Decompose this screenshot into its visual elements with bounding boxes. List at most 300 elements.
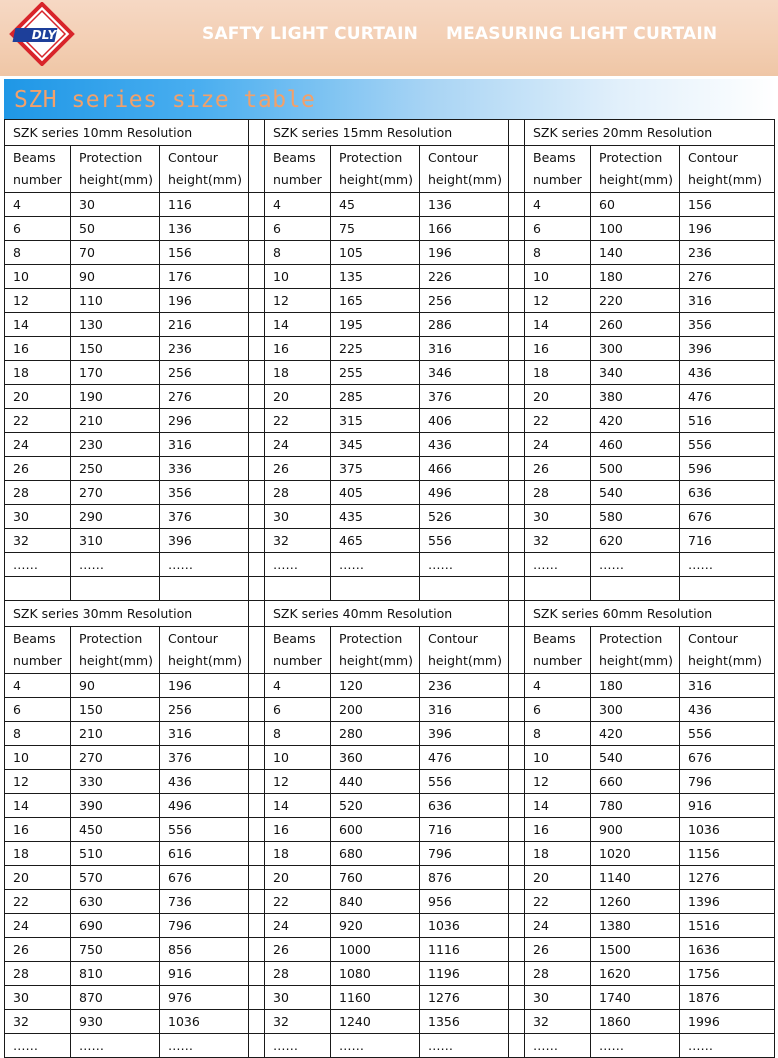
- beams-cell: 10: [265, 265, 331, 289]
- protection-height-cell: 375: [331, 457, 420, 481]
- column-header-row: [5, 627, 775, 674]
- contour-height-cell: 296: [160, 409, 249, 433]
- table-row: [5, 698, 775, 722]
- table-row: [5, 193, 775, 217]
- beams-cell: 18: [5, 842, 71, 866]
- beams-number-header: [5, 627, 71, 674]
- table-gap: [249, 433, 265, 457]
- size-table: [4, 119, 775, 1058]
- protection-height-cell: 680: [331, 842, 420, 866]
- protection-height-cell: 280: [331, 722, 420, 746]
- header-line: height(mm): [79, 653, 153, 668]
- table-gap: [249, 505, 265, 529]
- table-gap: [509, 265, 525, 289]
- header-line: number: [13, 172, 62, 187]
- protection-height-cell: 255: [331, 361, 420, 385]
- protection-height-cell: 230: [71, 433, 160, 457]
- table-gap: [509, 337, 525, 361]
- protection-height-cell: 45: [331, 193, 420, 217]
- beams-cell: 18: [5, 361, 71, 385]
- contour-height-header: [160, 146, 249, 193]
- table-row: [5, 674, 775, 698]
- contour-height-cell: 396: [420, 722, 509, 746]
- table-gap: [249, 120, 265, 146]
- beams-number-header: [265, 627, 331, 674]
- protection-height-cell: 420: [591, 409, 680, 433]
- beams-cell: 6: [265, 698, 331, 722]
- header-line: number: [273, 653, 322, 668]
- protection-height-cell: 500: [591, 457, 680, 481]
- header-line: Beams: [533, 631, 576, 646]
- contour-height-cell: 496: [160, 794, 249, 818]
- protection-height-cell: 540: [591, 746, 680, 770]
- header-line: height(mm): [168, 172, 242, 187]
- protection-height-cell: 570: [71, 866, 160, 890]
- header-line: height(mm): [599, 653, 673, 668]
- protection-height-cell: 760: [331, 866, 420, 890]
- beams-cell: 12: [265, 289, 331, 313]
- header-line: number: [533, 653, 582, 668]
- blank-cell: [331, 577, 420, 601]
- header-line: height(mm): [428, 172, 502, 187]
- contour-height-cell: 236: [420, 674, 509, 698]
- header-line: Beams: [13, 150, 56, 165]
- table-title: SZK series 30mm Resolution: [5, 601, 249, 627]
- beams-cell: 28: [5, 481, 71, 505]
- beams-cell: 18: [525, 842, 591, 866]
- header-line: height(mm): [168, 653, 242, 668]
- ellipsis-cell: ……: [680, 1034, 775, 1058]
- table-gap: [249, 794, 265, 818]
- contour-height-cell: 316: [680, 289, 775, 313]
- beams-number-header: [5, 146, 71, 193]
- protection-height-cell: 135: [331, 265, 420, 289]
- contour-height-cell: 916: [160, 962, 249, 986]
- banner-title: SZH series size table: [14, 87, 316, 113]
- table-gap: [249, 698, 265, 722]
- beams-cell: 8: [5, 722, 71, 746]
- table-gap: [509, 794, 525, 818]
- contour-height-cell: 1516: [680, 914, 775, 938]
- contour-height-cell: 1996: [680, 1010, 775, 1034]
- protection-height-cell: 140: [591, 241, 680, 265]
- table-row: [5, 265, 775, 289]
- beams-cell: 30: [5, 505, 71, 529]
- table-row: [5, 289, 775, 313]
- table-gap: [509, 698, 525, 722]
- beams-cell: 18: [525, 361, 591, 385]
- contour-height-cell: 436: [680, 698, 775, 722]
- protection-height-cell: 1020: [591, 842, 680, 866]
- table-gap: [509, 409, 525, 433]
- protection-height-cell: 510: [71, 842, 160, 866]
- protection-height-header: [331, 146, 420, 193]
- contour-height-cell: 736: [160, 890, 249, 914]
- protection-height-cell: 210: [71, 409, 160, 433]
- beams-cell: 30: [525, 505, 591, 529]
- contour-height-cell: 376: [160, 746, 249, 770]
- header-line: Contour: [168, 150, 218, 165]
- company-logo: [8, 2, 76, 66]
- beams-cell: 26: [525, 938, 591, 962]
- contour-height-cell: 636: [680, 481, 775, 505]
- contour-height-cell: 166: [420, 217, 509, 241]
- protection-height-cell: 260: [591, 313, 680, 337]
- header-line: height(mm): [79, 172, 153, 187]
- protection-height-cell: 450: [71, 818, 160, 842]
- contour-height-cell: 796: [680, 770, 775, 794]
- contour-height-cell: 316: [420, 698, 509, 722]
- contour-height-cell: 1276: [680, 866, 775, 890]
- table-gap: [509, 313, 525, 337]
- beams-cell: 14: [5, 794, 71, 818]
- protection-height-cell: 60: [591, 193, 680, 217]
- beams-cell: 16: [525, 337, 591, 361]
- table-gap: [249, 962, 265, 986]
- protection-height-header: [71, 627, 160, 674]
- contour-height-cell: 176: [160, 265, 249, 289]
- protection-height-cell: 1240: [331, 1010, 420, 1034]
- protection-height-cell: 180: [591, 265, 680, 289]
- beams-cell: 8: [265, 722, 331, 746]
- contour-height-cell: 316: [160, 433, 249, 457]
- blank-cell: [591, 577, 680, 601]
- protection-height-cell: 150: [71, 337, 160, 361]
- ellipsis-cell: ……: [71, 1034, 160, 1058]
- protection-height-cell: 390: [71, 794, 160, 818]
- protection-height-cell: 1160: [331, 986, 420, 1010]
- header-line: Protection: [79, 631, 143, 646]
- table-row: [5, 962, 775, 986]
- protection-height-cell: 120: [331, 674, 420, 698]
- header-line: height(mm): [599, 172, 673, 187]
- protection-height-cell: 90: [71, 265, 160, 289]
- beams-cell: 10: [265, 746, 331, 770]
- beams-cell: 14: [525, 313, 591, 337]
- blank-cell: [71, 577, 160, 601]
- table-gap: [249, 241, 265, 265]
- protection-height-cell: 105: [331, 241, 420, 265]
- protection-height-cell: 190: [71, 385, 160, 409]
- contour-height-cell: 556: [420, 529, 509, 553]
- nav-safety-light-curtain[interactable]: SAFTY LIGHT CURTAIN: [202, 24, 419, 44]
- table-gap: [249, 193, 265, 217]
- protection-height-cell: 810: [71, 962, 160, 986]
- table-gap: [249, 770, 265, 794]
- table-gap: [249, 361, 265, 385]
- contour-height-cell: 436: [420, 433, 509, 457]
- blank-cell: [525, 577, 591, 601]
- beams-cell: 26: [5, 938, 71, 962]
- logo-text: DLY: [31, 28, 57, 42]
- protection-height-cell: 840: [331, 890, 420, 914]
- beams-cell: 6: [265, 217, 331, 241]
- table-gap: [509, 890, 525, 914]
- beams-cell: 8: [525, 722, 591, 746]
- blank-cell: [420, 577, 509, 601]
- contour-height-cell: 676: [680, 505, 775, 529]
- table-title: SZK series 15mm Resolution: [265, 120, 509, 146]
- contour-height-cell: 1156: [680, 842, 775, 866]
- header-line: height(mm): [688, 172, 762, 187]
- contour-height-cell: 796: [420, 842, 509, 866]
- contour-height-cell: 376: [160, 505, 249, 529]
- protection-height-cell: 1260: [591, 890, 680, 914]
- table-gap: [249, 601, 265, 627]
- table-gap: [249, 385, 265, 409]
- table-row: [5, 337, 775, 361]
- contour-height-cell: 316: [420, 337, 509, 361]
- table-row: [5, 409, 775, 433]
- table-gap: [249, 409, 265, 433]
- table-row: [5, 914, 775, 938]
- ellipsis-cell: ……: [160, 1034, 249, 1058]
- table-gap: [509, 722, 525, 746]
- beams-cell: 14: [5, 313, 71, 337]
- table-gap: [249, 529, 265, 553]
- header-line: Beams: [533, 150, 576, 165]
- contour-height-cell: 136: [160, 217, 249, 241]
- protection-height-cell: 200: [331, 698, 420, 722]
- table-gap: [249, 722, 265, 746]
- contour-height-cell: 1036: [420, 914, 509, 938]
- table-gap: [249, 577, 265, 601]
- beams-cell: 4: [265, 674, 331, 698]
- table-gap: [249, 481, 265, 505]
- beams-cell: 10: [5, 746, 71, 770]
- beams-cell: 8: [525, 241, 591, 265]
- table-row: [5, 866, 775, 890]
- ellipsis-cell: ……: [680, 553, 775, 577]
- contour-height-cell: 876: [420, 866, 509, 890]
- contour-height-cell: 1636: [680, 938, 775, 962]
- table-row: [5, 385, 775, 409]
- ellipsis-cell: ……: [265, 553, 331, 577]
- protection-height-cell: 1740: [591, 986, 680, 1010]
- header-line: height(mm): [688, 653, 762, 668]
- table-gap: [509, 818, 525, 842]
- header-line: Protection: [599, 150, 663, 165]
- contour-height-cell: 216: [160, 313, 249, 337]
- table-row: [5, 433, 775, 457]
- table-row: [5, 457, 775, 481]
- protection-height-cell: 580: [591, 505, 680, 529]
- beams-cell: 20: [5, 866, 71, 890]
- contour-height-cell: 1756: [680, 962, 775, 986]
- table-gap: [249, 818, 265, 842]
- beams-cell: 28: [265, 481, 331, 505]
- table-gap: [509, 674, 525, 698]
- protection-height-cell: 660: [591, 770, 680, 794]
- protection-height-cell: 100: [591, 217, 680, 241]
- contour-height-cell: 1876: [680, 986, 775, 1010]
- beams-cell: 4: [525, 193, 591, 217]
- contour-height-header: [160, 627, 249, 674]
- beams-cell: 24: [265, 914, 331, 938]
- table-gap: [509, 529, 525, 553]
- contour-height-cell: 556: [420, 770, 509, 794]
- column-header-row: [5, 146, 775, 193]
- contour-height-cell: 796: [160, 914, 249, 938]
- protection-height-cell: 340: [591, 361, 680, 385]
- table-gap: [249, 457, 265, 481]
- protection-height-cell: 170: [71, 361, 160, 385]
- protection-height-cell: 75: [331, 217, 420, 241]
- contour-height-cell: 1356: [420, 1010, 509, 1034]
- table-caption-row: [5, 601, 775, 627]
- protection-height-cell: 780: [591, 794, 680, 818]
- table-gap: [249, 674, 265, 698]
- contour-height-cell: 1396: [680, 890, 775, 914]
- contour-height-cell: 406: [420, 409, 509, 433]
- beams-cell: 10: [5, 265, 71, 289]
- contour-height-cell: 316: [680, 674, 775, 698]
- table-gap: [509, 577, 525, 601]
- section-banner: [4, 79, 776, 119]
- table-gap: [509, 746, 525, 770]
- table-gap: [509, 217, 525, 241]
- protection-height-cell: 330: [71, 770, 160, 794]
- contour-height-cell: 196: [160, 289, 249, 313]
- table-gap: [249, 313, 265, 337]
- contour-height-cell: 636: [420, 794, 509, 818]
- contour-height-cell: 1276: [420, 986, 509, 1010]
- protection-height-cell: 315: [331, 409, 420, 433]
- header-line: Contour: [688, 150, 738, 165]
- protection-height-cell: 690: [71, 914, 160, 938]
- table-row: [5, 505, 775, 529]
- beams-cell: 12: [265, 770, 331, 794]
- protection-height-cell: 50: [71, 217, 160, 241]
- protection-height-cell: 420: [591, 722, 680, 746]
- beams-cell: 20: [525, 385, 591, 409]
- table-gap: [509, 553, 525, 577]
- table-title: SZK series 20mm Resolution: [525, 120, 775, 146]
- table-gap: [509, 457, 525, 481]
- contour-height-cell: 116: [160, 193, 249, 217]
- table-title: SZK series 60mm Resolution: [525, 601, 775, 627]
- table-gap: [509, 385, 525, 409]
- beams-cell: 24: [265, 433, 331, 457]
- blank-row: [5, 577, 775, 601]
- protection-height-cell: 1380: [591, 914, 680, 938]
- beams-cell: 26: [265, 457, 331, 481]
- beams-cell: 20: [525, 866, 591, 890]
- contour-height-cell: 1116: [420, 938, 509, 962]
- contour-height-cell: 276: [680, 265, 775, 289]
- table-gap: [509, 627, 525, 674]
- contour-height-cell: 336: [160, 457, 249, 481]
- beams-cell: 28: [525, 962, 591, 986]
- beams-cell: 6: [5, 217, 71, 241]
- protection-height-header: [591, 146, 680, 193]
- contour-height-cell: 436: [680, 361, 775, 385]
- beams-cell: 20: [265, 385, 331, 409]
- beams-cell: 6: [525, 217, 591, 241]
- beams-cell: 30: [265, 505, 331, 529]
- contour-height-cell: 616: [160, 842, 249, 866]
- beams-cell: 30: [265, 986, 331, 1010]
- table-gap: [509, 193, 525, 217]
- ellipsis-cell: ……: [265, 1034, 331, 1058]
- header-line: Beams: [273, 150, 316, 165]
- contour-height-cell: 956: [420, 890, 509, 914]
- nav-measuring-light-curtain[interactable]: MEASURING LIGHT CURTAIN: [446, 24, 718, 44]
- protection-height-cell: 270: [71, 746, 160, 770]
- table-gap: [509, 505, 525, 529]
- protection-height-cell: 300: [591, 337, 680, 361]
- header-line: Beams: [273, 631, 316, 646]
- table-row: [5, 746, 775, 770]
- table-gap: [509, 986, 525, 1010]
- beams-cell: 4: [5, 674, 71, 698]
- table-gap: [509, 842, 525, 866]
- contour-height-cell: 196: [680, 217, 775, 241]
- table-gap: [249, 866, 265, 890]
- beams-cell: 22: [265, 890, 331, 914]
- table-gap: [509, 289, 525, 313]
- table-row: [5, 1010, 775, 1034]
- ellipsis-cell: ……: [591, 553, 680, 577]
- table-gap: [509, 120, 525, 146]
- table-gap: [509, 361, 525, 385]
- protection-height-cell: 1620: [591, 962, 680, 986]
- contour-height-cell: 556: [680, 722, 775, 746]
- header-line: Contour: [428, 631, 478, 646]
- contour-height-cell: 676: [680, 746, 775, 770]
- beams-cell: 32: [525, 529, 591, 553]
- beams-cell: 24: [5, 914, 71, 938]
- blank-cell: [160, 577, 249, 601]
- beams-cell: 16: [265, 337, 331, 361]
- table-row: [5, 890, 775, 914]
- header-line: number: [533, 172, 582, 187]
- beams-cell: 30: [5, 986, 71, 1010]
- table-gap: [249, 1010, 265, 1034]
- beams-cell: 28: [265, 962, 331, 986]
- blank-cell: [265, 577, 331, 601]
- table-row: [5, 842, 775, 866]
- beams-cell: 20: [265, 866, 331, 890]
- contour-height-cell: 1036: [160, 1010, 249, 1034]
- table-gap: [509, 481, 525, 505]
- beams-cell: 18: [265, 361, 331, 385]
- protection-height-cell: 540: [591, 481, 680, 505]
- contour-height-cell: 136: [420, 193, 509, 217]
- table-row: [5, 241, 775, 265]
- beams-cell: 26: [265, 938, 331, 962]
- protection-height-cell: 90: [71, 674, 160, 698]
- beams-cell: 22: [265, 409, 331, 433]
- contour-height-cell: 356: [680, 313, 775, 337]
- table-gap: [249, 938, 265, 962]
- ellipsis-row: [5, 553, 775, 577]
- protection-height-cell: 460: [591, 433, 680, 457]
- contour-height-cell: 976: [160, 986, 249, 1010]
- header-line: Protection: [339, 150, 403, 165]
- beams-cell: 6: [5, 698, 71, 722]
- table-row: [5, 986, 775, 1010]
- table-row: [5, 361, 775, 385]
- beams-cell: 10: [525, 746, 591, 770]
- ellipsis-cell: ……: [5, 553, 71, 577]
- contour-height-header: [420, 146, 509, 193]
- table-row: [5, 770, 775, 794]
- protection-height-cell: 520: [331, 794, 420, 818]
- header-line: number: [13, 653, 62, 668]
- table-title: SZK series 40mm Resolution: [265, 601, 509, 627]
- table-gap: [509, 1010, 525, 1034]
